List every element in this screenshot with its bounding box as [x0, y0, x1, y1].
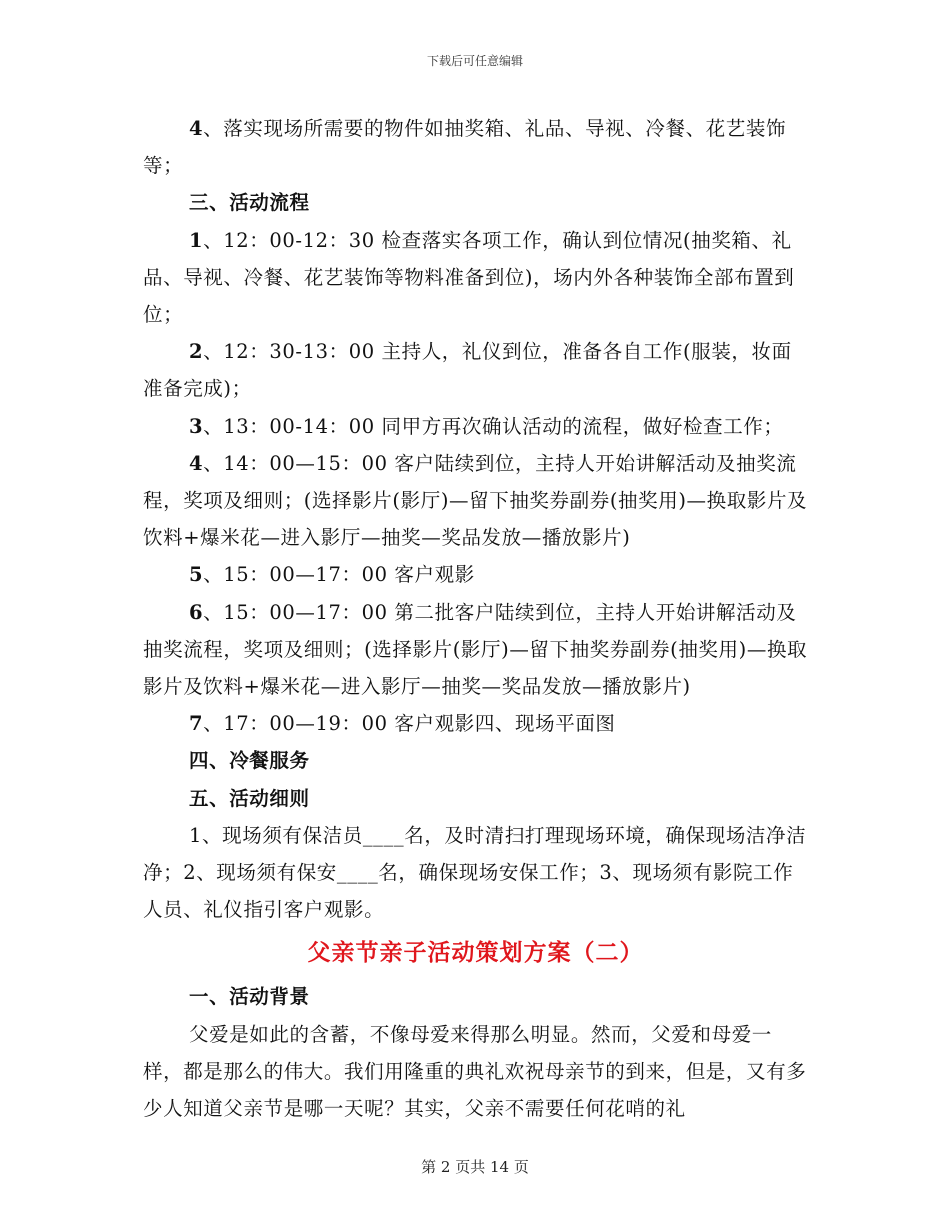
paragraph-background: 父爱是如此的含蓄，不像母爱来得那么明显。然而，父爱和母爱一样，都是那么的伟大。我们用隆重的典礼欢祝母亲节的到来，但是，又有多少人知道父亲节是哪一天呢？其实，父亲不需要任何花哨的礼: [143, 1022, 807, 1121]
paragraph-step-5: 5、15：00—17：00 客户观影: [189, 563, 475, 587]
paragraph-step-2: 2、12：30-13：00 主持人，礼仪到位，准备各自工作(服装，妆面准备完成)；: [143, 340, 792, 401]
section-heading-catering: 四、冷餐服务: [189, 749, 310, 773]
paragraph-item-4: 4、落实现场所需要的物件如抽奖箱、礼品、导视、冷餐、花艺装饰等；: [143, 117, 787, 178]
paragraph-step-3: 3、13：00-14：00 同甲方再次确认活动的流程，做好检查工作；: [189, 414, 784, 438]
paragraph-rules: 1、现场须有保洁员____名，及时清扫打理现场环境，确保现场洁净洁净；2、现场须有保安____名，确保现场安保工作；3、现场须有影院工作人员、礼仪指引客户观影。: [143, 823, 807, 922]
section-heading-background: 一、活动背景: [189, 985, 310, 1009]
section-heading-rules: 五、活动细则: [189, 786, 310, 810]
paragraph-step-1: 1、12：00-12：30 检查落实各项工作，确认到位情况(抽奖箱、礼品、导视、冷餐、花艺装饰等物料准备到位)，场内外各种装饰全部布置到位；: [143, 228, 795, 327]
paragraph-step-7: 7、17：00—19：00 客户观影四、现场平面图: [189, 712, 616, 736]
section-title: 父亲节亲子活动策划方案（二）: [307, 939, 644, 967]
section-heading-process: 三、活动流程: [189, 191, 310, 215]
paragraph-step-6: 6、15：00—17：00 第二批客户陆续到位，主持人开始讲解活动及抽奖流程，奖项及细则；(选择影片(影厅)—留下抽奖券副券(抽奖用)—换取影片及饮料+爆米花—进入影厅—抽奖—奖品发放—播放影片): [143, 600, 808, 699]
page-footer: 第 2 页共 14 页: [421, 1158, 529, 1176]
paragraph-step-4: 4、14：00—15：00 客户陆续到位，主持人开始讲解活动及抽奖流程，奖项及细则；(选择影片(影厅)—留下抽奖券副券(抽奖用)—换取影片及饮料+爆米花—进入影厅—抽奖—奖品发放—播放影片): [143, 451, 808, 550]
document-body: [143, 110, 808, 1127]
page-header: 下载后可任意编辑: [426, 54, 523, 68]
